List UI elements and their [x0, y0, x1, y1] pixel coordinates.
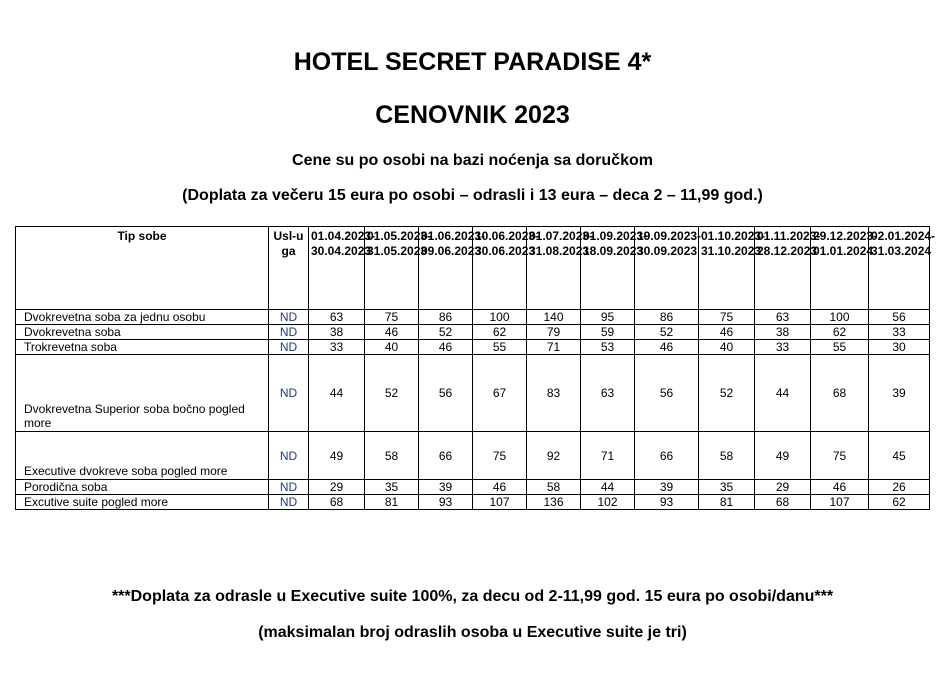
hotel-title: HOTEL SECRET PARADISE 4* [293, 48, 652, 76]
price-cell: 62 [811, 325, 869, 340]
price-cell: 86 [419, 310, 473, 325]
price-cell: 44 [755, 355, 811, 432]
price-cell: 58 [699, 432, 755, 480]
room-type-cell: Dvokrevetna soba za jednu osobu [16, 310, 269, 325]
price-cell: 75 [699, 310, 755, 325]
price-cell: 100 [473, 310, 527, 325]
room-type-cell: Executive dvokreve soba pogled more [16, 432, 269, 480]
price-cell: 46 [635, 340, 699, 355]
max-adults-note: (maksimalan broj odraslih osoba u Executive suite je tri) [258, 624, 687, 641]
period-header: 10.06.2023-30.06.2023 [473, 227, 527, 310]
service-cell: ND [269, 480, 309, 495]
period-header: 01.11.2023-28.12.2023 [755, 227, 811, 310]
price-cell: 52 [365, 355, 419, 432]
price-cell: 58 [365, 432, 419, 480]
price-cell: 45 [869, 432, 930, 480]
price-cell: 56 [635, 355, 699, 432]
price-cell: 46 [365, 325, 419, 340]
service-cell: ND [269, 325, 309, 340]
period-header: 01.05.2023-31.05.2023 [365, 227, 419, 310]
service-cell: ND [269, 495, 309, 510]
price-cell: 53 [581, 340, 635, 355]
price-cell: 52 [699, 355, 755, 432]
table-header-row [16, 227, 930, 310]
period-header: 01.07.2023-31.08.2023 [527, 227, 581, 310]
price-cell: 33 [869, 325, 930, 340]
price-cell: 81 [699, 495, 755, 510]
price-cell: 75 [811, 432, 869, 480]
price-cell: 68 [309, 495, 365, 510]
price-cell: 52 [419, 325, 473, 340]
period-header: 01.09.2023-18.09.2023 [581, 227, 635, 310]
room-type-cell: Trokrevetna soba [16, 340, 269, 355]
price-cell: 44 [581, 480, 635, 495]
price-cell: 35 [365, 480, 419, 495]
price-cell: 66 [419, 432, 473, 480]
price-cell: 136 [527, 495, 581, 510]
room-type-cell: Dvokrevetna Superior soba bočno pogled more [16, 355, 269, 432]
price-cell: 68 [755, 495, 811, 510]
price-cell: 30 [869, 340, 930, 355]
price-cell: 55 [473, 340, 527, 355]
price-cell: 26 [869, 480, 930, 495]
price-cell: 86 [635, 310, 699, 325]
price-cell: 66 [635, 432, 699, 480]
price-cell: 40 [365, 340, 419, 355]
table-row [16, 495, 930, 510]
price-cell: 71 [527, 340, 581, 355]
period-header: 02.01.2024-31.03.2024 [869, 227, 930, 310]
period-header: 19.09.2023-30.09.2023 [635, 227, 699, 310]
price-list-title: CENOVNIK 2023 [375, 101, 570, 129]
price-cell: 59 [581, 325, 635, 340]
price-cell: 56 [419, 355, 473, 432]
table-row [16, 480, 930, 495]
price-cell: 75 [365, 310, 419, 325]
price-cell: 63 [581, 355, 635, 432]
price-cell: 46 [473, 480, 527, 495]
price-cell: 38 [309, 325, 365, 340]
price-cell: 102 [581, 495, 635, 510]
price-cell: 33 [309, 340, 365, 355]
price-cell: 79 [527, 325, 581, 340]
price-cell: 62 [473, 325, 527, 340]
service-header: Usl-uga [269, 227, 309, 310]
table-row [16, 325, 930, 340]
service-cell: ND [269, 432, 309, 480]
price-cell: 46 [699, 325, 755, 340]
price-cell: 140 [527, 310, 581, 325]
price-cell: 33 [755, 340, 811, 355]
price-cell: 100 [811, 310, 869, 325]
price-cell: 44 [309, 355, 365, 432]
price-cell: 62 [869, 495, 930, 510]
service-cell: ND [269, 340, 309, 355]
price-cell: 63 [755, 310, 811, 325]
price-cell: 67 [473, 355, 527, 432]
price-cell: 38 [755, 325, 811, 340]
price-cell: 83 [527, 355, 581, 432]
price-cell: 58 [527, 480, 581, 495]
price-cell: 39 [419, 480, 473, 495]
price-cell: 55 [811, 340, 869, 355]
price-cell: 68 [811, 355, 869, 432]
table-row [16, 310, 930, 325]
service-cell: ND [269, 355, 309, 432]
price-cell: 40 [699, 340, 755, 355]
price-cell: 75 [473, 432, 527, 480]
dinner-supplement-text: (Doplata za večeru 15 eura po osobi – odrasli i 13 eura – deca 2 – 11,99 god.) [182, 187, 763, 204]
room-type-cell: Dvokrevetna soba [16, 325, 269, 340]
table-row [16, 340, 930, 355]
price-cell: 46 [419, 340, 473, 355]
price-cell: 93 [419, 495, 473, 510]
price-cell: 93 [635, 495, 699, 510]
period-header: 01.04.2023-30.04.2023 [309, 227, 365, 310]
price-cell: 56 [869, 310, 930, 325]
price-cell: 39 [869, 355, 930, 432]
price-cell: 29 [309, 480, 365, 495]
room-type-cell: Porodična soba [16, 480, 269, 495]
service-cell: ND [269, 310, 309, 325]
period-header: 29.12.2023-01.01.2024 [811, 227, 869, 310]
price-cell: 46 [811, 480, 869, 495]
price-cell: 63 [309, 310, 365, 325]
period-header: 01.10.2023-31.10.2023 [699, 227, 755, 310]
pricing-basis-text: Cene su po osobi na bazi noćenja sa doručkom [292, 152, 653, 169]
price-cell: 81 [365, 495, 419, 510]
price-cell: 35 [699, 480, 755, 495]
price-cell: 95 [581, 310, 635, 325]
price-cell: 49 [309, 432, 365, 480]
price-cell: 39 [635, 480, 699, 495]
price-cell: 71 [581, 432, 635, 480]
price-cell: 107 [811, 495, 869, 510]
price-cell: 107 [473, 495, 527, 510]
room-type-cell: Excutive suite pogled more [16, 495, 269, 510]
period-header: 01.06.2023-09.06.2023 [419, 227, 473, 310]
price-cell: 92 [527, 432, 581, 480]
room-type-header: Tip sobe [16, 227, 269, 310]
price-cell: 29 [755, 480, 811, 495]
executive-suite-supplement-note: ***Doplata za odrasle u Executive suite 100%, za decu od 2-11,99 god. 15 eura po osobi/danu*** [111, 588, 834, 605]
price-cell: 49 [755, 432, 811, 480]
price-table [15, 226, 936, 510]
price-cell: 52 [635, 325, 699, 340]
table-row [16, 355, 930, 432]
table-row [16, 432, 930, 480]
